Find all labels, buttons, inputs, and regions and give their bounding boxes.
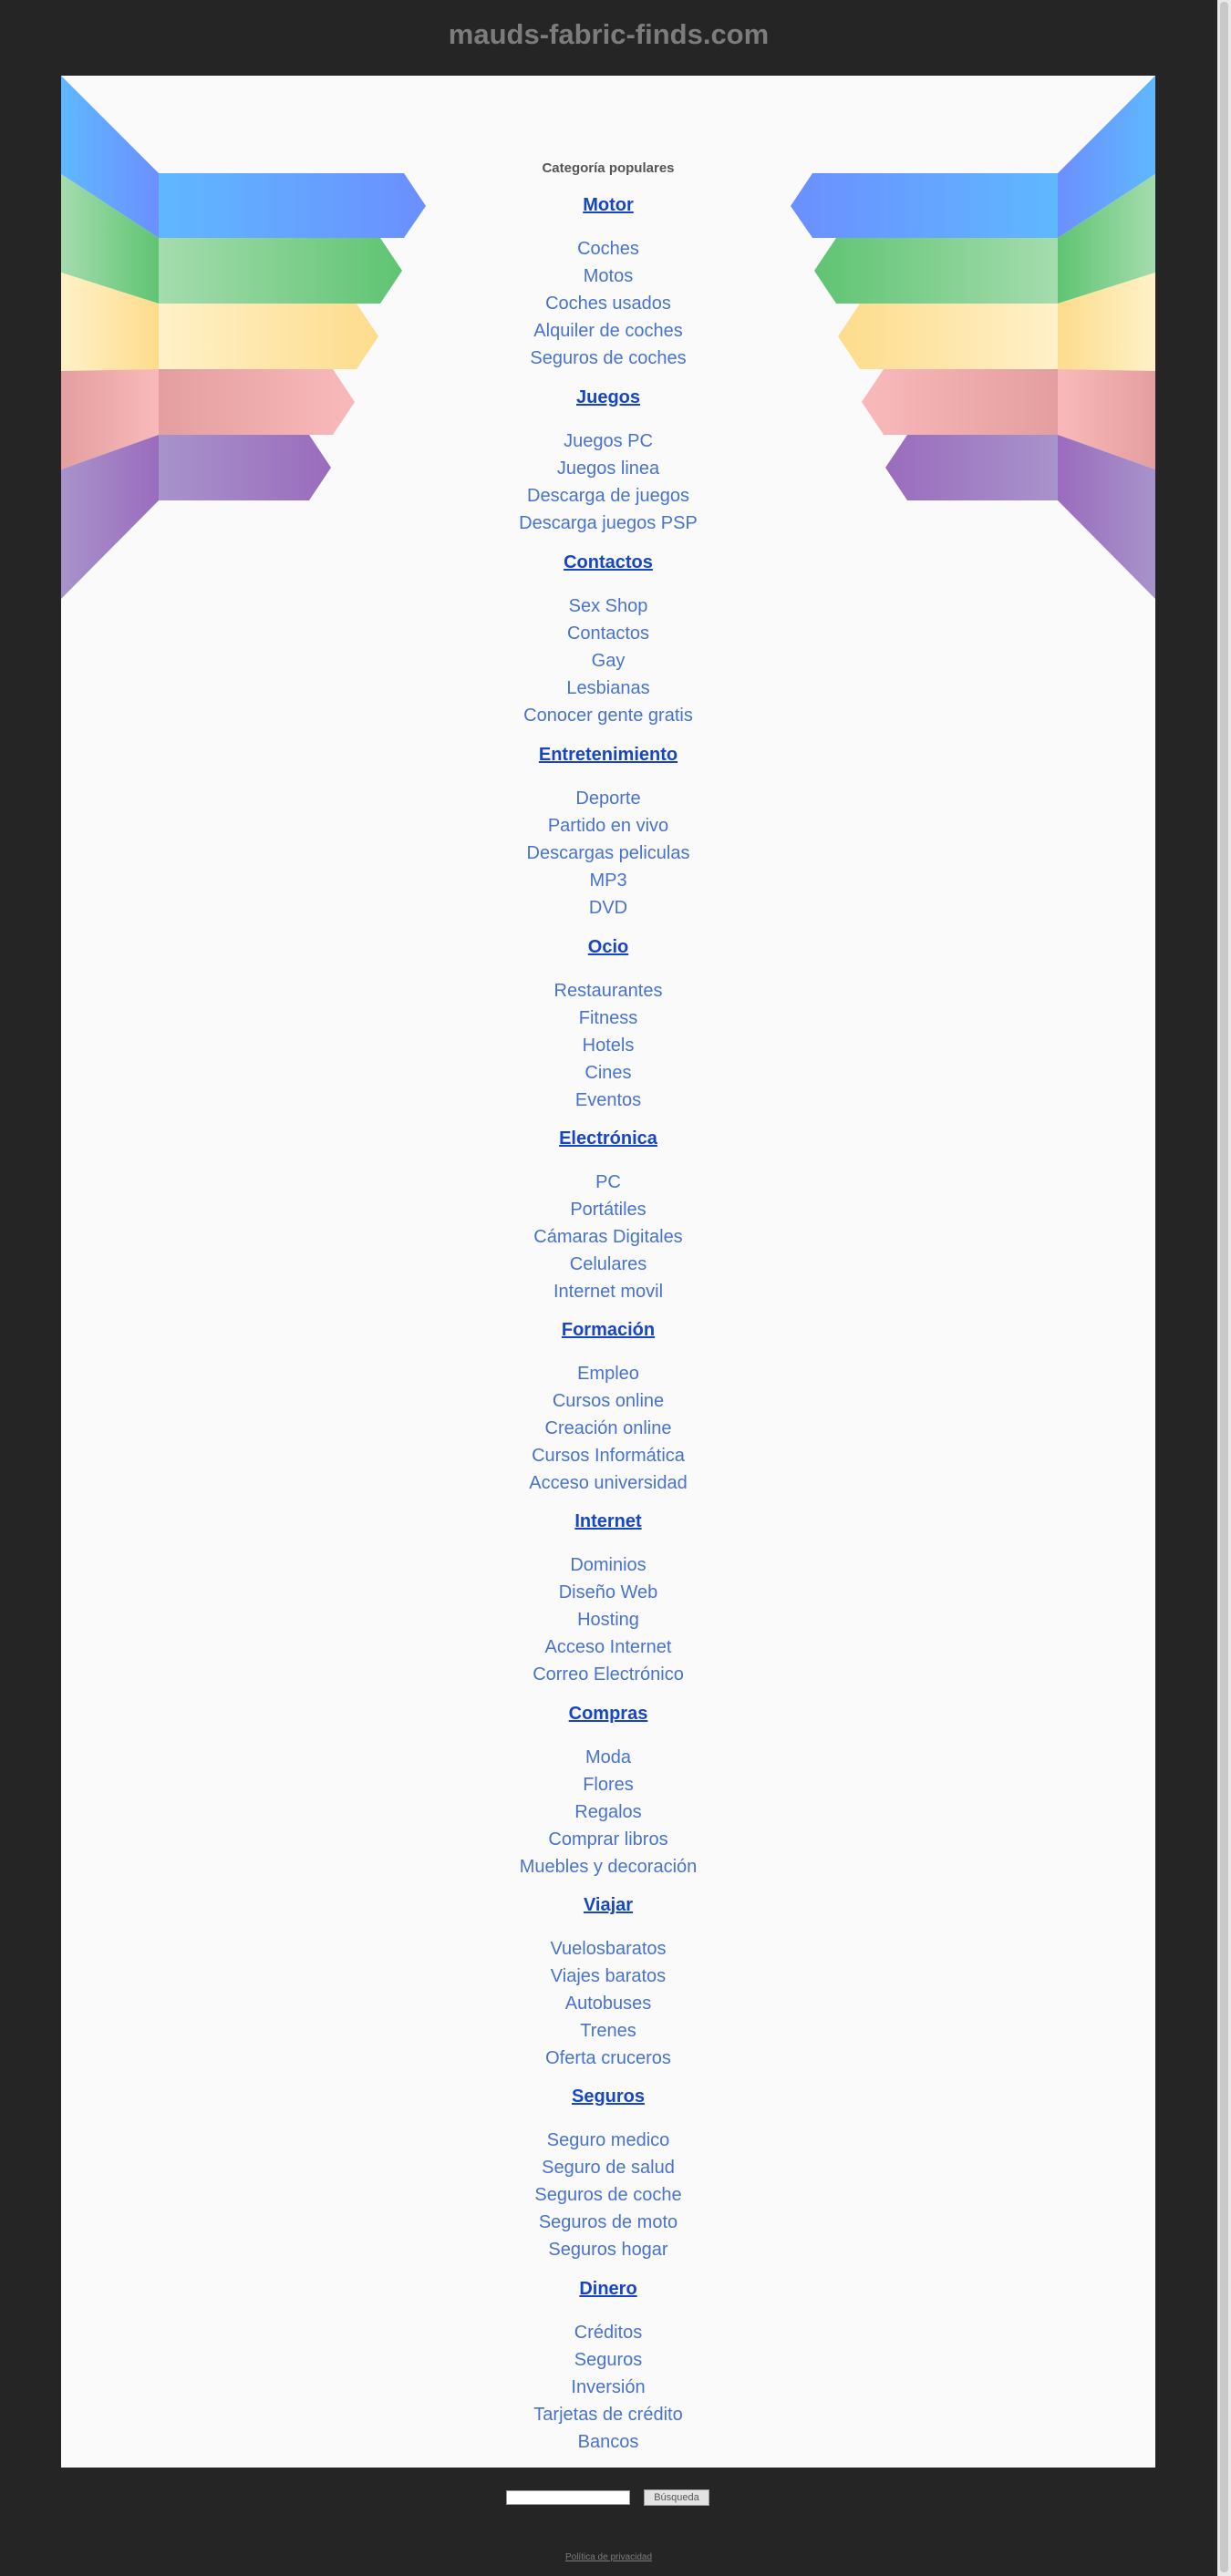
category-heading[interactable]: Entretenimiento xyxy=(538,745,678,765)
category-link[interactable]: Comprar libros xyxy=(548,1829,668,1850)
category-heading[interactable]: Contactos xyxy=(564,552,653,572)
category-link[interactable]: Seguro medico xyxy=(546,2130,670,2150)
category-entretenimiento xyxy=(61,744,1155,922)
category-heading[interactable]: Viajar xyxy=(583,1895,634,1915)
category-dinero xyxy=(61,2278,1155,2456)
category-contactos xyxy=(61,551,1155,729)
category-link[interactable]: Tarjetas de crédito xyxy=(533,2405,683,2425)
category-heading[interactable]: Formación xyxy=(561,1320,656,1340)
search-input[interactable] xyxy=(506,2490,630,2505)
category-link[interactable]: Eventos xyxy=(574,1090,642,1110)
category-link[interactable]: Seguros de coche xyxy=(534,2185,682,2205)
category-internet xyxy=(61,1510,1155,1688)
category-link[interactable]: Motos xyxy=(583,266,634,286)
category-heading[interactable]: Seguros xyxy=(571,2087,646,2107)
category-link[interactable]: Viajes baratos xyxy=(550,1966,667,1986)
category-ocio xyxy=(61,936,1155,1114)
category-link[interactable]: Muebles y decoración xyxy=(519,1857,698,1877)
privacy-policy-link[interactable]: Política de privacidad xyxy=(564,2552,653,2562)
category-compras xyxy=(61,1703,1155,1880)
category-link[interactable]: PC xyxy=(595,1172,621,1192)
category-link[interactable]: Juegos linea xyxy=(556,459,660,479)
site-title: mauds-fabric-finds.com xyxy=(448,18,770,50)
category-link[interactable]: Cines xyxy=(584,1063,632,1083)
category-link[interactable]: Bancos xyxy=(577,2432,639,2452)
category-link[interactable]: Inversión xyxy=(571,2377,646,2397)
category-link[interactable]: Trenes xyxy=(580,2021,636,2041)
category-link[interactable]: Coches xyxy=(577,239,639,259)
category-link[interactable]: Partido en vivo xyxy=(547,816,669,836)
category-link[interactable]: Descarga de juegos xyxy=(527,486,689,506)
category-link[interactable]: Diseño Web xyxy=(558,1582,658,1602)
category-link[interactable]: DVD xyxy=(588,898,628,918)
category-link[interactable]: Juegos PC xyxy=(564,431,653,451)
category-link[interactable]: Gay xyxy=(591,651,626,671)
category-link[interactable]: Descargas peliculas xyxy=(526,843,690,863)
category-link[interactable]: Fitness xyxy=(578,1008,638,1028)
category-link[interactable]: Oferta cruceros xyxy=(545,2048,671,2068)
category-electronica xyxy=(61,1128,1155,1305)
category-link[interactable]: Deporte xyxy=(575,788,641,809)
category-link[interactable]: Cámaras Digitales xyxy=(533,1227,683,1247)
category-link[interactable]: Seguros de coches xyxy=(530,348,687,368)
category-link[interactable]: Hosting xyxy=(577,1610,639,1630)
category-link[interactable]: Sex Shop xyxy=(568,596,648,616)
category-link[interactable]: Coches usados xyxy=(545,294,671,314)
category-heading[interactable]: Juegos xyxy=(575,387,641,407)
category-link[interactable]: Vuelosbaratos xyxy=(550,1939,667,1959)
main-panel xyxy=(61,76,1155,2468)
category-link[interactable]: Contactos xyxy=(566,623,650,644)
category-link[interactable]: Flores xyxy=(583,1775,634,1795)
category-link[interactable]: Conocer gente gratis xyxy=(523,706,693,726)
category-link[interactable]: Créditos xyxy=(574,2323,643,2343)
category-link[interactable]: Seguros de moto xyxy=(538,2212,678,2232)
category-link[interactable]: Acceso universidad xyxy=(529,1473,688,1493)
category-heading[interactable]: Dinero xyxy=(579,2279,637,2299)
category-link[interactable]: Cursos online xyxy=(552,1391,665,1411)
category-heading[interactable]: Motor xyxy=(583,195,634,215)
category-seguros xyxy=(61,2086,1155,2263)
category-link[interactable]: Seguro de salud xyxy=(542,2158,675,2178)
category-link[interactable]: Acceso Internet xyxy=(544,1637,672,1657)
category-link[interactable]: Seguros hogar xyxy=(548,2240,668,2260)
category-link[interactable]: MP3 xyxy=(589,871,627,891)
popular-categories-title: Categoría populares xyxy=(61,160,1155,178)
category-heading[interactable]: Compras xyxy=(568,1704,648,1724)
category-viajar xyxy=(61,1894,1155,2072)
category-heading[interactable]: Internet xyxy=(574,1511,642,1531)
category-link[interactable]: Portátiles xyxy=(570,1200,647,1220)
category-juegos xyxy=(61,386,1155,537)
category-link[interactable]: Autobuses xyxy=(564,1994,652,2014)
category-link[interactable]: Cursos Informática xyxy=(532,1446,685,1466)
category-link[interactable]: Correo Electrónico xyxy=(533,1664,684,1685)
category-motor xyxy=(61,194,1155,372)
category-heading[interactable]: Ocio xyxy=(587,937,629,957)
category-link[interactable]: Seguros xyxy=(574,2350,643,2370)
category-link[interactable]: Restaurantes xyxy=(553,981,663,1001)
scrollbar-thumb[interactable] xyxy=(1220,2,1228,2572)
category-link[interactable]: Celulares xyxy=(569,1254,647,1274)
category-link[interactable]: Empleo xyxy=(577,1364,639,1384)
category-link[interactable]: Moda xyxy=(584,1747,632,1767)
category-link[interactable]: Dominios xyxy=(570,1555,647,1575)
category-link[interactable]: Regalos xyxy=(574,1802,642,1822)
category-formacion xyxy=(61,1319,1155,1497)
category-link[interactable]: Hotels xyxy=(582,1036,635,1056)
category-link[interactable]: Alquiler de coches xyxy=(533,321,683,341)
search-button[interactable]: Búsqueda xyxy=(644,2489,709,2506)
category-link[interactable]: Creación online xyxy=(544,1418,672,1438)
category-link[interactable]: Descarga juegos PSP xyxy=(519,513,698,533)
category-heading[interactable]: Electrónica xyxy=(559,1128,657,1149)
category-link[interactable]: Internet movil xyxy=(553,1282,664,1302)
category-link[interactable]: Lesbianas xyxy=(566,678,650,698)
